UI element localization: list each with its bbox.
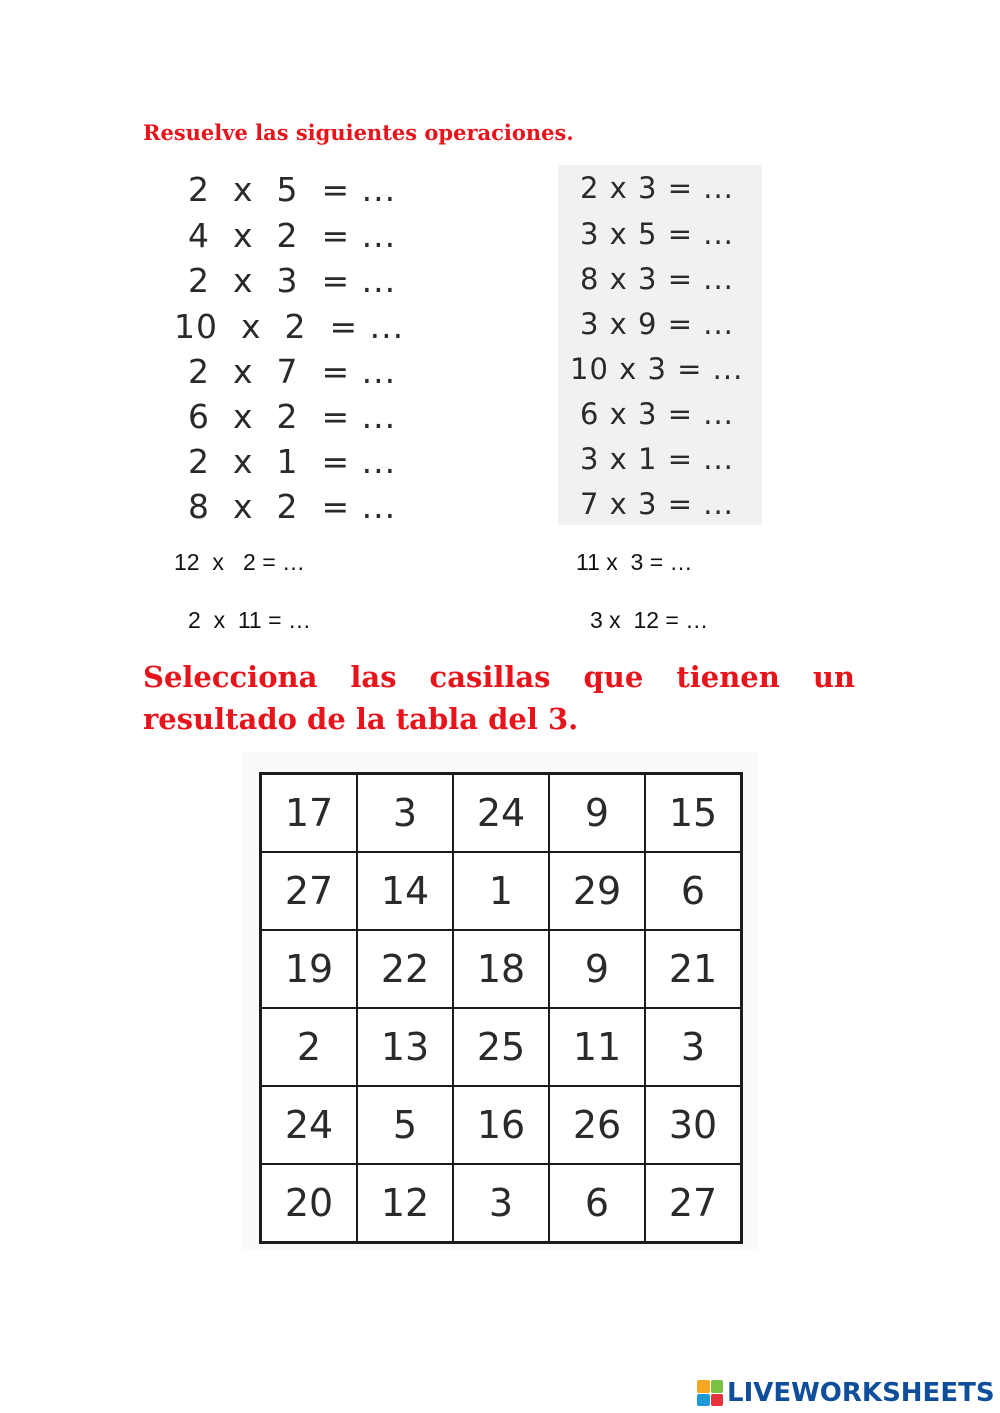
grid-cell[interactable]: 2: [261, 1008, 358, 1086]
grid-cell[interactable]: 20: [261, 1164, 358, 1243]
operation-extra-right-2: 3 x 12 = …: [590, 607, 709, 633]
operation-right-4: 3 x 9 = ...: [580, 307, 734, 341]
number-grid-container: [242, 752, 758, 1250]
grid-cell[interactable]: 3: [357, 774, 453, 853]
grid-cell[interactable]: 16: [453, 1086, 549, 1164]
operations-right: [558, 165, 762, 525]
logo-text: LIVEWORKSHEETS: [727, 1378, 995, 1408]
logo-square-1: [697, 1380, 710, 1393]
liveworksheets-logo: [697, 1378, 995, 1408]
grid-row: [261, 1086, 742, 1164]
grid-cell[interactable]: 29: [549, 852, 645, 930]
grid-cell[interactable]: 25: [453, 1008, 549, 1086]
grid-cell[interactable]: 3: [645, 1008, 742, 1086]
logo-square-2: [711, 1380, 724, 1393]
grid-cell[interactable]: 3: [453, 1164, 549, 1243]
instruction-title-1: Resuelve las siguientes operaciones.: [143, 120, 574, 145]
grid-cell[interactable]: 26: [549, 1086, 645, 1164]
grid-cell[interactable]: 21: [645, 930, 742, 1008]
grid-row: [261, 1164, 742, 1243]
operation-left-2: 4 x 2 = ...: [188, 216, 397, 255]
operation-left-3: 2 x 3 = ...: [188, 261, 397, 300]
operation-left-5: 2 x 7 = ...: [188, 352, 397, 391]
grid-cell[interactable]: 24: [453, 774, 549, 853]
grid-cell[interactable]: 11: [549, 1008, 645, 1086]
grid-cell[interactable]: 17: [261, 774, 358, 853]
grid-cell[interactable]: 9: [549, 774, 645, 853]
grid-cell[interactable]: 14: [357, 852, 453, 930]
grid-cell[interactable]: 27: [645, 1164, 742, 1243]
grid-cell[interactable]: 22: [357, 930, 453, 1008]
operation-right-2: 3 x 5 = ...: [580, 217, 734, 251]
operation-right-1: 2 x 3 = ...: [580, 171, 734, 205]
grid-cell[interactable]: 9: [549, 930, 645, 1008]
operation-left-6: 6 x 2 = ...: [188, 397, 397, 436]
grid-cell[interactable]: 6: [645, 852, 742, 930]
liveworksheets-logo-icon: [697, 1380, 723, 1406]
operation-extra-left-2: 2 x 11 = …: [188, 607, 311, 633]
operation-right-7: 3 x 1 = ...: [580, 442, 734, 476]
operation-extra-left-1: 12 x 2 = …: [174, 549, 306, 575]
operation-extra-right-1: 11 x 3 = …: [576, 549, 693, 575]
grid-row: [261, 774, 742, 853]
grid-row: [261, 930, 742, 1008]
operation-left-1: 2 x 5 = ...: [188, 170, 397, 209]
grid-cell[interactable]: 1: [453, 852, 549, 930]
grid-cell[interactable]: 6: [549, 1164, 645, 1243]
grid-row: [261, 1008, 742, 1086]
grid-row: [261, 852, 742, 930]
grid-cell[interactable]: 18: [453, 930, 549, 1008]
grid-cell[interactable]: 5: [357, 1086, 453, 1164]
grid-cell[interactable]: 13: [357, 1008, 453, 1086]
grid-cell[interactable]: 19: [261, 930, 358, 1008]
grid-cell[interactable]: 27: [261, 852, 358, 930]
operation-left-8: 8 x 2 = ...: [188, 487, 397, 526]
operation-left-7: 2 x 1 = ...: [188, 442, 397, 481]
logo-square-4: [711, 1394, 724, 1407]
logo-square-3: [697, 1394, 710, 1407]
number-grid: [259, 772, 743, 1244]
grid-cell[interactable]: 24: [261, 1086, 358, 1164]
instruction-title-2: Selecciona las casillas que tienen un resultado de la tabla del 3.: [143, 660, 855, 736]
operation-right-8: 7 x 3 = ...: [580, 487, 734, 521]
operation-right-6: 6 x 3 = ...: [580, 397, 734, 431]
operation-left-4: 10 x 2 = ...: [174, 307, 405, 346]
operation-right-5: 10 x 3 = ...: [570, 352, 744, 386]
grid-cell[interactable]: 15: [645, 774, 742, 853]
grid-cell[interactable]: 12: [357, 1164, 453, 1243]
operation-right-3: 8 x 3 = ...: [580, 262, 734, 296]
grid-cell[interactable]: 30: [645, 1086, 742, 1164]
